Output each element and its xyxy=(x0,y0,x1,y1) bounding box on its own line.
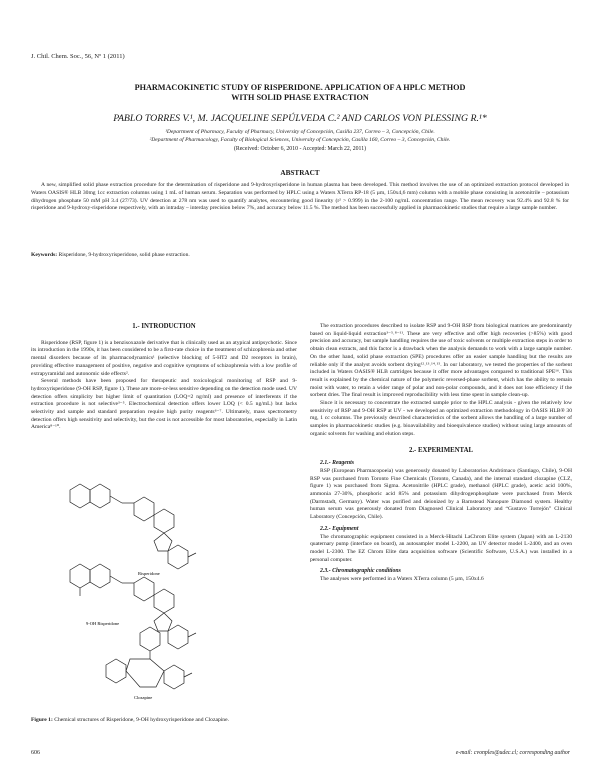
keywords xyxy=(31,252,569,258)
chromatographic-paragraph: The analyses were performed in a Waters XTerra column (5 µm, 150x4.6 xyxy=(320,576,484,583)
authors: PABLO TORRES V.¹, M. JACQUELINE SEPÚLVEDA C.² AND CARLOS VON PLESSING R.¹* xyxy=(113,113,487,124)
chemical-structures-figure xyxy=(60,475,260,705)
affiliation-1: ¹Department of Pharmacy, Faculty of Pharmacy, University of Concepción, Casilla 237, Correo – 3, Concepción, Chile. xyxy=(165,129,435,135)
figure-caption-text: Chemical structures of Risperidone, 9-OH hydroxyrisperidone and Clozapine. xyxy=(52,717,229,723)
paper-title xyxy=(40,83,560,103)
right-paragraph-2: Since it is necessary to concentrate the extracted sample prior to the HPLC analysis - given the relatively low sensitivity of RSP and 9-OH RSP at UV - we developed an optimized extraction methodology in OASIS HLB® 30 mg, 1 cc columns. The previously described characteristics of the sorbent allows the handling of a large number of samples in pharmacokinetic studies (e.g. bioavailability and bioequivalence studies) without using large amounts of organic solvents for washing and elution steps. xyxy=(310,400,572,437)
title-line-2: WITH SOLID PHASE EXTRACTION xyxy=(231,93,369,102)
footer-email: e-mail: cvonples@udec.cl; corresponding author xyxy=(455,750,570,756)
struct-label-clozapine: Clozapine xyxy=(134,695,153,700)
affiliation-2: ²Department of Pharmacology, Faculty of Biological Sciences, University of Concepción, Casilla 160, Correo – 3, Concepción, Chile. xyxy=(149,136,451,143)
struct-label-risperidone: Risperidone xyxy=(138,571,160,576)
reagents-paragraph: RSP (European Pharmacopoeia) was generously donated by Laboratorios Andrómaco (Santiago, Chile), 9-OH RSP was purchased from Toronto Fine Chemicals (Toronto, Canada), and the internal standard clozapine (CLZ, figure 1) was purchased from Sigma. Acetonitrile (HPLC grade), methanol (HPLC grade), acetic acid 100%, ammonia 27-30%, phosphoric acid 85% and potassium dihydrogenphosphate were purchased from Merck (Darmstadt, Germany). Water was purified and deionized by a Barnstead Nanopure Diamond system. Healthy human serum was generously donated from Diagnosed Clinical Laboratory and “Gustavo Torrejón” Clinical Laboratory (Concepción, Chile). xyxy=(310,467,572,521)
keywords-label: Keywords: xyxy=(31,252,58,258)
experimental-heading: 2.- EXPERIMENTAL xyxy=(408,446,474,454)
abstract-heading: ABSTRACT xyxy=(280,169,320,177)
figure-caption-label: Figure 1: xyxy=(31,717,53,723)
keywords-text: Risperidone, 9-hydroxyrisperidone, solid phase extraction. xyxy=(57,252,190,258)
intro-heading: 1.- INTRODUCTION xyxy=(132,323,196,330)
equipment-paragraph: The chromatographic equipment consisted in a Merck-Hitachi LaChrom Elite system (Japan) with an L-2130 quaternary pump (interface on board), an autosampler model L-2200, an UV detector model L-2400, and an oven model L-2300. The EZ Chrom Elite data acquisition software (Scientific Software, U.S.A.) was installed in a personal computer. xyxy=(310,533,572,563)
title-line-1: PHARMACOKINETIC STUDY OF RISPERIDONE. APPLICATION OF A HPLC METHOD xyxy=(134,83,466,92)
chromatographic-heading: 2.3.- Chromatographic conditions xyxy=(320,568,401,575)
page-number: 606 xyxy=(31,750,40,756)
left-column xyxy=(31,323,297,432)
struct-label-9oh-risperidone: 9-OH Risperidone xyxy=(86,621,120,626)
journal-header: J. Chil. Chem. Soc., 56, Nº 1 (2011) xyxy=(31,53,125,60)
received-dates: (Received: October 6, 2010 - Accepted: March 22, 2011) xyxy=(233,146,367,152)
reagents-heading: 2.1.- Reagents xyxy=(320,460,354,467)
right-paragraph-1: The extraction procedures described to isolate RSP and 9-OH RSP from biological matrices are predominantly based on liquid-liquid extraction³⁻⁵˒⁸⁻¹¹. These are very effective and offer high recoveries (>85%) with good precision and accuracy, but sample handling requires the use of toxic solvents or multiple extraction steps in order to obtain clean extracts, and this factor is a drawback when the analysis demands to work with a large sample number. On the other hand, solid phase extraction (SPE) procedures offer an easier sample handling but the results are reliable only if the analyst avoids sorbent drying¹²˒¹³˒¹⁴˒¹⁵. In our laboratory, we tested the properties of the sorbent included in Waters OASIS® HLB cartridges because it offer more advantages compared to traditional SPE¹⁶. This result is explained by the chemical nature of the polymeric reversed-phase sorbent, which has the ability to remain moist with water, to retain a wider range of polar and non-polar compounds, and it does not lose efficiency if the sorbent dries. The final result is improved reproducibility with less time spent in sample clean-up. xyxy=(310,323,572,399)
intro-paragraph-1: Risperidone (RSP, figure 1) is a benzisoxazole derivative that is clinically used as an atypical antipsychotic. Since its introduction in the 1990s, it has been considered to be a first-rate choice in the treatment of schizophrenia and other mental disorders because of its pharmacodynamics¹ (selective blocking of 5-HT2 and D2 receptors in brain), providing effective management of positive, negative and cognitive symptoms of schizophrenia with a low profile of extrapyramidal and autonomic side effects². xyxy=(31,339,297,377)
abstract-text: A new, simplified solid phase extraction procedure for the determination of risperidone and 9-hydroxyrisperidone in human plasma has been developed. This method involves the use of an optimized extraction protocol developed in Waters OASIS® HLB 30mg 1cc extraction columns using 1 mL of human serum. Separation was performed by HPLC using a Waters XTerra RP-18 (5 µm, 150x4,6 mm) column with a mobile phase consisting in acetonitrile – potassium dihydrogen phosphate 50 mM pH 3.4 (27/73). UV detection at 278 nm was used to quantify analytes, encountering good linearity (r² > 0.999) in the 2-100 ng/mL concentration range. The mean recovery was 92.4% and 92.8 % for risperidone and 9-hydroxy-risperidone respectively, with an intraday – interday precision below 7%, and accuracy below 11.5 %. The method has been successfully applied in pharmacokinetic studies that require a large sample number. xyxy=(31,182,569,212)
figure-caption xyxy=(31,717,297,725)
hydroxyrisperidone-structure xyxy=(70,564,196,649)
right-column xyxy=(310,323,572,584)
intro-paragraph-2: Several methods have been proposed for therapeutic and toxicological monitoring of RSP and 9-hydroxyrisperidone (9-OH RSP, figure 1). These are more-or-less sensitive depending on the detection mode used. UV detection offers simplicity but higher limit of quantitation (LOQ=2 ng/ml) and presence of interferents if the extraction procedure is not selective³⁻⁵. Electrochemical detection offers lower LOQ (< 0.5 ng/mL) but lacks selectivity and sample and standard preparation require high purity reagents⁶⁻⁷. Ultimately, mass spectrometry detection offers high sensitivity and selectivity, but the cost is not accessible for most laboratories, especially in Latin America⁸⁻¹⁰. xyxy=(31,378,297,431)
clozapine-structure xyxy=(106,627,192,689)
equipment-heading: 2.2.- Equipment xyxy=(320,525,359,532)
affiliations xyxy=(30,129,570,145)
risperidone-structure xyxy=(70,484,196,569)
